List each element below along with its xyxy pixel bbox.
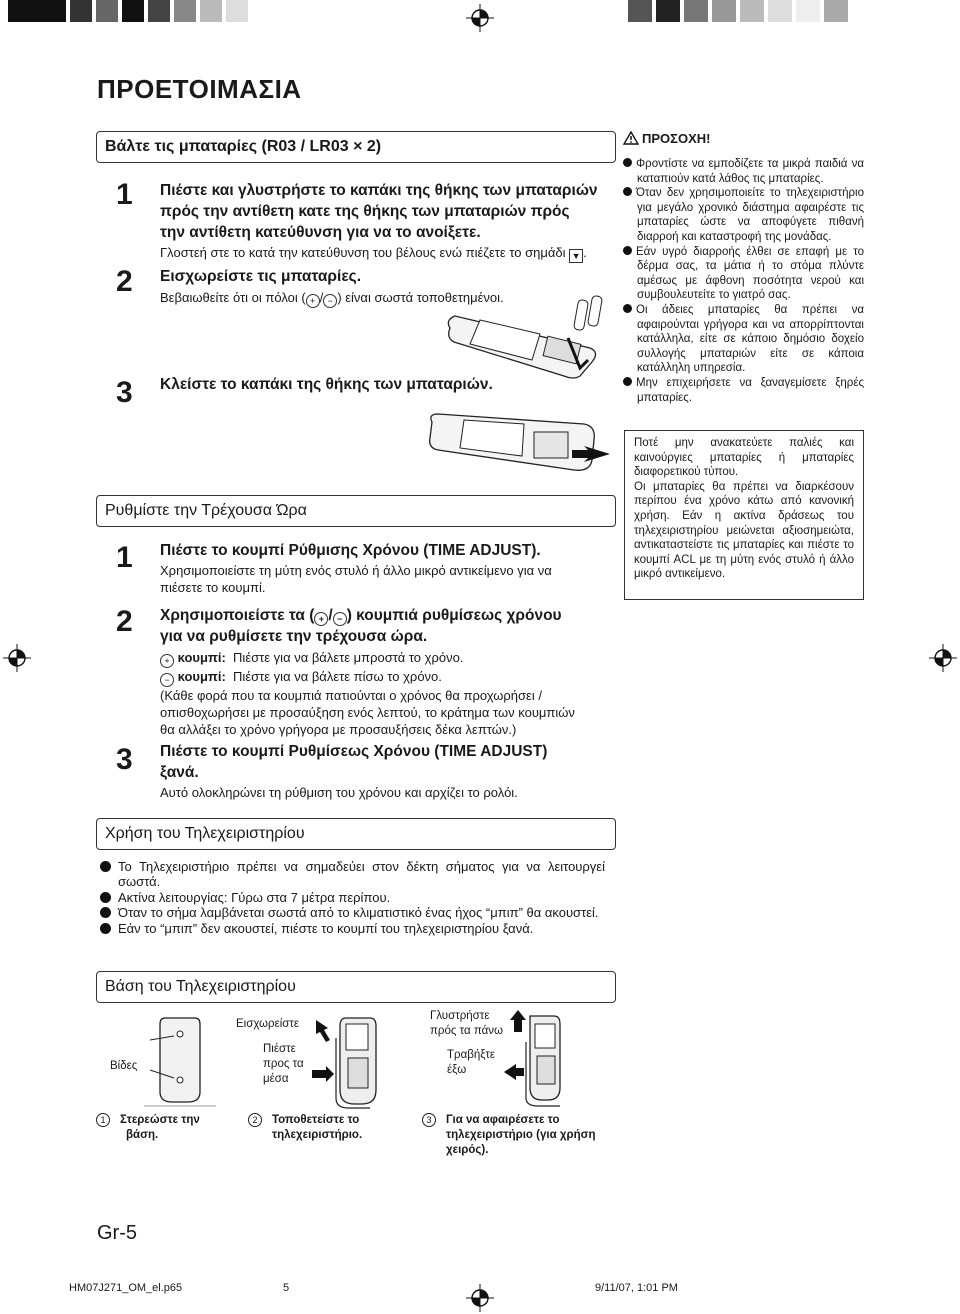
step-number: 2 — [116, 265, 133, 298]
caption-3: 3 Για να αφαιρέσετε το τηλεχειριστήριο (για χρήση χειρός). — [422, 1113, 595, 1158]
caution-item: Μην επιχειρήσετε να ξαναγεμίσετε ξηρές μπαταρίες. — [623, 376, 864, 405]
remote-battery-insert-illustration — [440, 290, 615, 382]
label-screws: Βίδες — [110, 1060, 138, 1072]
crosshair-icon — [466, 4, 494, 32]
print-bar — [796, 0, 820, 22]
step-text: Χρησιμοποιείστε τη μύτη ενός στυλό ή άλλο μικρό αντικείμενο για να πιέσετε το κουμπί. — [160, 563, 552, 595]
holder-wall-mount-illustration — [140, 1010, 220, 1110]
section-heading-holder: Βάση του Τηλεχειριστηρίου — [96, 971, 616, 1003]
step-text: + κουμπί: Πιέστε για να βάλετε μπροστά το χρόνο. − κουμπί: Πιέστε για να βάλετε πίσω το χρόνο. (Κάθε φορά που τα κουμπιά πατιούνται ο χρόνος θα προχωρήσει / οπισθοχωρήσει με προσαύξηση ενός λεπτού, το κράτημα των κουμπιών θα αλλάξει το χρόνο γρήγορα με προσαυξήσεις δέκα λεπτών.) — [160, 650, 575, 737]
print-bar — [174, 0, 196, 22]
warning-triangle-icon — [623, 131, 639, 145]
print-bar — [8, 0, 66, 22]
plus-button-icon: + — [314, 612, 328, 626]
caution-item: Φροντίστε να εμποδίζετε τα μικρά παιδιά να καταπιούν κατά λάθος τις μπαταρίες. — [623, 157, 864, 186]
print-bar — [824, 0, 848, 22]
print-bar — [684, 0, 708, 22]
step-number: 3 — [116, 743, 133, 776]
step-number: 3 — [116, 376, 133, 409]
minus-button-icon: − — [160, 673, 174, 687]
usage-list — [100, 859, 605, 936]
crosshair-icon — [929, 644, 957, 672]
print-bar — [122, 0, 144, 22]
caution-item: Όταν δεν χρησιμοποιείτε το τηλεχειριστήριο για μεγάλο χρονικό διάστημα αφαιρέστε τις μπαταρίες ώστε να αποφύγετε πιθανή διαρροή και καταστροφή της μονάδας. — [623, 186, 864, 244]
step-title: Κλείστε το καπάκι της θήκης των μπαταριών. — [160, 376, 493, 393]
section-heading-clock: Ρυθμίστε την Τρέχουσα Ώρα — [96, 495, 616, 527]
footer-page: 5 — [283, 1282, 290, 1294]
page-number: Gr-5 — [97, 1222, 137, 1244]
remote-battery-close-illustration — [424, 410, 614, 476]
step-title: Εισχωρείστε τις μπαταρίες. — [160, 268, 362, 285]
label-push: Πιέστε προς τα μέσα — [263, 1043, 304, 1085]
plus-button-icon: + — [160, 654, 174, 668]
label-slide: Γλυστρήστε πρός τα πάνω — [430, 1010, 503, 1037]
minus-pole-icon: − — [323, 294, 337, 308]
crosshair-icon — [466, 1284, 494, 1312]
step-title: Πιέστε το κουμπί Ρύθμισης Χρόνου (TIME ADJUST). — [160, 542, 541, 559]
arrow-down-mark-icon: ▼ — [569, 249, 583, 263]
usage-item: Εάν το “μπιπ” δεν ακουστεί, πιέστε το κουμπί του τηλεχειριστηρίου ξανά. — [118, 921, 605, 936]
print-bar — [226, 0, 248, 22]
step-number: 1 — [116, 178, 133, 211]
caution-item: Εάν υγρό διαρροής έλθει σε επαφή με το δέρμα σας, τα μάτια ή το στόμα πλύντε αμέσως με άφθονη ποσότητα νερού και συμβουλευτείτε το γιατρό σας. — [623, 245, 864, 303]
step-text: Γλοστεή στε το κατά την κατεύθυνση του βέλους ενώ πιέζετε το σημάδι ▼ . — [160, 245, 587, 261]
step-text: Αυτό ολοκληρώνει τη ρύθμιση του χρόνου και αρχίζει το ρολόι. — [160, 785, 518, 800]
print-bar — [200, 0, 222, 22]
crosshair-icon — [3, 644, 31, 672]
usage-item: Ακτίνα λειτουργίας: Γύρω στα 7 μέτρα περίπου. — [118, 890, 605, 905]
print-bar — [148, 0, 170, 22]
label-insert: Εισχωρείστε — [236, 1018, 300, 1030]
remote-insert-illustration — [300, 1008, 400, 1113]
section-heading-batteries: Βάλτε τις μπαταρίες (R03 / LR03 × 2) — [96, 131, 616, 163]
print-bar — [70, 0, 92, 22]
usage-item: Όταν το σήμα λαμβάνεται σωστά από το κλιματιστικό ένας ήχος “μπιπ” θα ακουστεί. — [118, 905, 605, 920]
battery-note-box: Ποτέ μην ανακατεύετε παλιές και καινούργιες μπαταρίες ή μπαταρίες διαφορετικού τύπου. Οι μπαταρίες θα πρέπει να διαρκέσουν περίπου ένα χρόνο κάτω από κανονική χρήση. Εάν η ακτίνα δράσεως του τηλεχειριστηρίου μειώνεται αξιοσημειώτα, αντικαταστείστε τις μπαταρίες και πιέστε το κουμπί ACL με τη μύτη ενός στυλό ή άλλο μικρό αντικείμενο. — [624, 430, 864, 600]
caution-item: Οι άδειες μπαταρίες θα πρέπει να αφαιρούνται γρήγορα και να απορρίπτονται κατάλληλα, είτε σε κάποιο δημόσιο δοχείο συλλογής μπαταριών είτε σε κάποια κατάλληλη υπηρεσία. — [623, 303, 864, 376]
step-number: 1 — [116, 541, 133, 574]
step-title: Πιέστε το κουμπί Ρυθμίσεως Χρόνου (TIME ADJUST) ξανά. — [160, 743, 548, 781]
footer-file: HM07J271_OM_el.p65 — [69, 1282, 183, 1294]
caption-1: 1 Στερεώστε την βάση. — [96, 1113, 200, 1143]
print-bar — [740, 0, 764, 22]
plus-pole-icon: + — [306, 294, 320, 308]
print-bar — [768, 0, 792, 22]
caution-title: ΠΡΟΣΟΧΗ! — [642, 131, 711, 146]
remote-remove-illustration — [500, 1008, 580, 1108]
print-bar — [96, 0, 118, 22]
label-pull: Τραβήξτε έξω — [447, 1049, 496, 1076]
step-title: Πιέστε και γλυστρήστε το καπάκι της θήκης των μπαταριών πρός την αντίθετη κατε της θήκης των μπαταριών πρός την αντίθετη κατεύθυνση για να το ανοίξετε. — [160, 182, 598, 241]
caution-list — [623, 157, 864, 405]
step-title: Χρησιμοποιείστε τα ( + / − ) κουμπιά ρυθμίσεως χρόνου για να ρυθμίσετε την τρέχουσα ώρα. — [160, 607, 562, 645]
page-title: ΠΡΟΕΤΟΙΜΑΣΙΑ — [97, 74, 302, 104]
footer-date: 9/11/07, 1:01 PM — [595, 1282, 678, 1294]
minus-button-icon: − — [333, 612, 347, 626]
caption-2: 2 Τοποθετείστε το τηλεχειριστήριο. — [248, 1113, 362, 1143]
step-text: Βεβαιωθείτε ότι οι πόλοι ( + / − ) είναι σωστά τοποθετημένοι. — [160, 290, 504, 306]
print-bar — [712, 0, 736, 22]
usage-item: Το Τηλεχειριστήριο πρέπει να σημαδεύει στον δέκτη σήματος για να λειτουργεί σωστά. — [118, 859, 605, 890]
step-number: 2 — [116, 605, 133, 638]
section-heading-usage: Χρήση του Τηλεχειριστηρίου — [96, 818, 616, 850]
print-bar — [656, 0, 680, 22]
print-bar — [628, 0, 652, 22]
